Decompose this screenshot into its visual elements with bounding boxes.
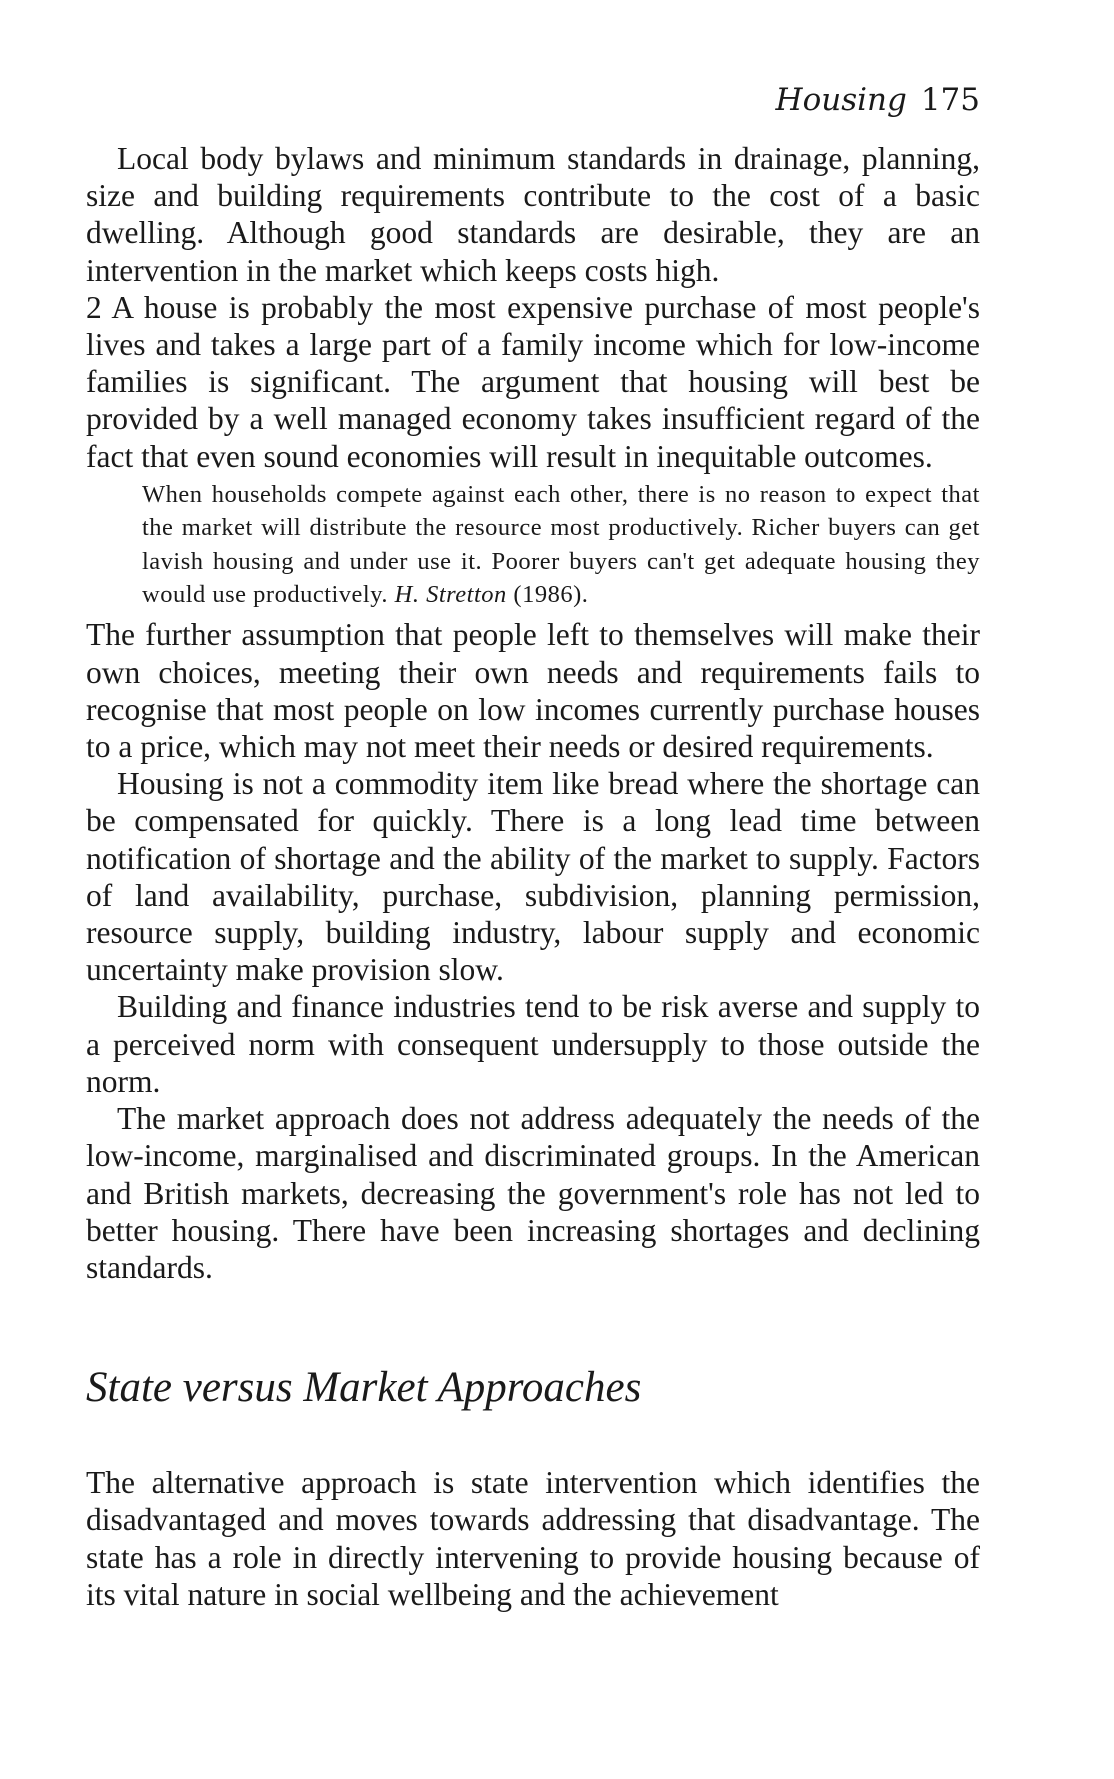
paragraph: Local body bylaws and minimum standards in drainage, planning, size and building requirements contribute to the cost of a basic dwelling. Although good standards are desirable, they are an intervention in the market which keeps costs high. [86,141,980,288]
running-title: Housing [775,82,907,118]
section-heading: State versus Market Approaches [86,1364,642,1412]
quote-text: When households compete against each other, there is no reason to expect that the market will distribute the resource most productively. Richer buyers can get lavish housing and under use it. Poorer buyers can't get adequate housing they would use productively. [142,480,980,609]
paragraph: Building and finance industries tend to be risk averse and supply to a perceived norm with consequent undersupply to those outside the norm. [86,989,980,1099]
paragraph: The alternative approach is state intervention which identifies the disadvantaged and moves towards addressing that disadvantage. The state has a role in directly intervening to provide housing because of its vital nature in social wellbeing and the achievement [86,1465,980,1612]
paragraph: Housing is not a commodity item like bread where the shortage can be compensated for quickly. There is a long lead time between notification of shortage and the ability of the market to supply. Factors of land availability, purchase, subdivision, planning permission, resource supply, building industry, labour supply and economic uncertainty make provision slow. [86,766,980,988]
body-text [86,140,980,1613]
paragraph: The market approach does not address adequately the needs of the low-income, marginalised and discriminated groups. In the American and British markets, decreasing the government's role has not led to better housing. There have been increasing shortages and declining standards. [86,1101,980,1285]
quote-year: (1986). [513,581,589,609]
page-number: 175 [920,82,980,118]
block-quote [142,478,980,612]
running-header [776,82,980,118]
paragraph: The further assumption that people left to themselves will make their own choices, meeting their own needs and requirements fails to recognise that most people on low incomes currently purchase houses to a price, which may not meet their needs or desired requirements. [86,617,980,765]
quote-author: H. Stretton [394,581,507,609]
paragraph: 2 A house is probably the most expensive purchase of most people's lives and takes a large part of a family income which for low-income families is significant. The argument that housing will best be provided by a well managed economy takes insufficient regard of the fact that even sound economies will result in inequitable outcomes. [86,289,980,474]
